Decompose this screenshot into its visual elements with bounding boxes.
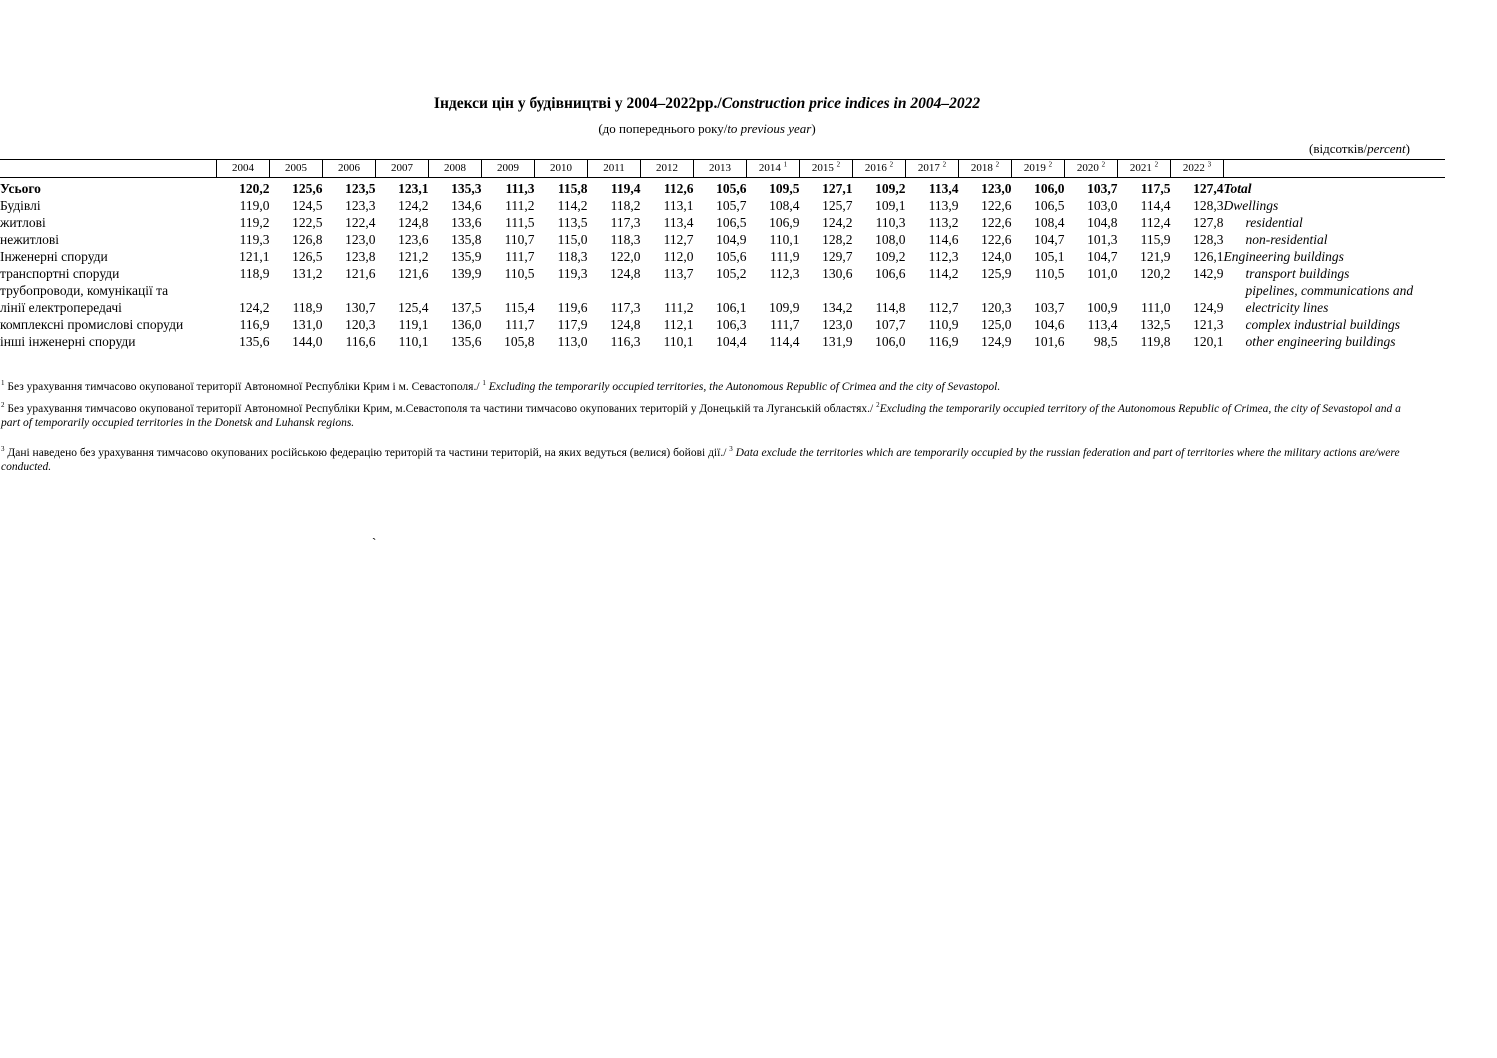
row-label-en: complex industrial buildings (1245, 317, 1400, 332)
value-cell: 112,4 (1140, 215, 1171, 230)
value-cell: 110,1 (769, 232, 800, 247)
value-cell: 129,7 (822, 249, 853, 264)
value-cell: 119,0 (239, 198, 270, 213)
year-header (270, 160, 323, 178)
value-cell: 121,6 (345, 266, 376, 281)
footnote-text-ua: Без урахування тимчасово окупованої території Автономної Республіки Крим і м. Севастополя./ (4, 381, 483, 393)
value-cell: 110,1 (663, 334, 694, 349)
value-cell: 98,5 (1093, 334, 1118, 349)
year-header (1012, 160, 1065, 178)
year-label: 2007 (391, 162, 413, 174)
year-label: 2014 (758, 162, 781, 174)
row-label-en: Dwellings (1223, 198, 1279, 213)
year-header (641, 160, 694, 178)
value-cell: 123,0 (981, 181, 1012, 196)
year-header (217, 160, 270, 178)
value-cell: 113,4 (663, 215, 694, 230)
year-label: 2021 (1129, 162, 1152, 174)
value-cell: 124,9 (1193, 300, 1224, 315)
value-cell: 111,5 (505, 215, 535, 230)
value-cell: 124,2 (398, 198, 429, 213)
value-cell: 111,7 (505, 317, 535, 332)
year-header (959, 160, 1012, 178)
value-cell: 112,3 (928, 249, 959, 264)
table-row (0, 178, 1445, 198)
value-cell: 123,1 (398, 181, 429, 196)
row-label: житлові (0, 215, 46, 230)
value-cell: 112,3 (769, 266, 800, 281)
row-label-line: трубопроводи, комунікації та (0, 283, 169, 298)
value-cell: 106,6 (875, 266, 906, 281)
value-cell: 135,8 (451, 232, 482, 247)
footnote-text-ua: Без урахування тимчасово окупованої території Автономної Республіки Крим, м.Севастополя та частини тимчасово окупованих територій у Донецькій та Луганській областях./ (4, 403, 877, 415)
value-cell: 119,1 (398, 317, 429, 332)
year-header (323, 160, 376, 178)
value-cell: 120,2 (239, 181, 270, 196)
value-cell: 106,5 (716, 215, 747, 230)
row-label: нежитлові (0, 232, 59, 247)
value-cell: 118,2 (610, 198, 641, 213)
value-cell: 121,6 (398, 266, 429, 281)
value-cell: 123,0 (345, 232, 376, 247)
value-cell: 118,3 (610, 232, 641, 247)
value-cell: 118,9 (292, 300, 323, 315)
value-cell: 127,8 (1193, 215, 1224, 230)
value-cell: 106,0 (875, 334, 906, 349)
value-cell: 134,6 (451, 198, 482, 213)
value-cell: 125,0 (981, 317, 1012, 332)
row-label-en: non-residential (1245, 232, 1328, 247)
row-label: комплексні промислові споруди (0, 317, 184, 332)
value-cell: 110,3 (875, 215, 906, 230)
value-cell: 122,6 (981, 215, 1012, 230)
value-cell: 124,8 (610, 266, 641, 281)
row-label-en: transport buildings (1245, 266, 1350, 281)
year-label: 2017 (917, 162, 940, 174)
value-cell: 114,8 (875, 300, 906, 315)
value-cell: 101,6 (1034, 334, 1065, 349)
footnote-marker: 2 (1101, 160, 1106, 169)
value-cell: 112,1 (663, 317, 694, 332)
value-cell: 121,3 (1193, 317, 1224, 332)
value-cell: 101,0 (1087, 266, 1118, 281)
value-cell: 124,0 (981, 249, 1012, 264)
footnote (1, 402, 1401, 430)
value-cell: 119,8 (1140, 334, 1171, 349)
value-cell: 113,5 (557, 215, 588, 230)
footnote-marker: 2 (995, 160, 1000, 169)
value-cell: 117,3 (610, 215, 641, 230)
value-cell: 122,4 (345, 215, 376, 230)
value-cell: 105,1 (1034, 249, 1065, 264)
footnote-marker: 2 (1154, 160, 1159, 169)
value-cell: 112,0 (663, 249, 694, 264)
value-cell: 118,9 (239, 266, 270, 281)
value-cell: 119,2 (239, 215, 270, 230)
year-label: 2005 (285, 162, 307, 174)
footnote-marker: 2 (942, 160, 947, 169)
value-cell: 135,3 (451, 181, 482, 196)
year-label: 2018 (970, 162, 993, 174)
value-cell: 101,3 (1087, 232, 1118, 247)
year-label: 2011 (603, 162, 625, 174)
year-label: 2008 (444, 162, 466, 174)
value-cell: 111,7 (505, 249, 535, 264)
value-cell: 113,2 (928, 215, 959, 230)
footnote (1, 380, 1401, 394)
value-cell: 122,5 (292, 215, 323, 230)
value-cell: 128,3 (1193, 232, 1224, 247)
footnote-number-en: 2 (876, 401, 880, 410)
value-cell: 131,2 (292, 266, 323, 281)
footnote-marker: 2 (836, 160, 841, 169)
value-cell: 121,9 (1140, 249, 1171, 264)
value-cell: 109,2 (875, 249, 906, 264)
value-cell: 104,7 (1034, 232, 1065, 247)
value-cell: 113,1 (663, 198, 694, 213)
value-cell: 106,1 (716, 300, 747, 315)
year-header (1118, 160, 1171, 178)
value-cell: 106,0 (1034, 181, 1065, 196)
value-cell: 112,6 (663, 181, 694, 196)
value-cell: 111,0 (1141, 300, 1171, 315)
value-cell: 117,9 (557, 317, 588, 332)
value-cell: 110,5 (504, 266, 535, 281)
value-cell: 107,7 (875, 317, 906, 332)
value-cell: 125,4 (398, 300, 429, 315)
value-cell: 144,0 (292, 334, 323, 349)
value-cell: 121,2 (398, 249, 429, 264)
value-cell: 111,2 (664, 300, 694, 315)
value-cell: 115,4 (504, 300, 535, 315)
row-label-en (1224, 282, 1445, 316)
value-cell: 116,9 (239, 317, 270, 332)
value-cell: 110,7 (504, 232, 535, 247)
value-cell: 125,9 (981, 266, 1012, 281)
value-cell: 115,8 (557, 181, 588, 196)
year-header (747, 160, 800, 178)
value-cell: 113,7 (663, 266, 694, 281)
value-cell: 133,6 (451, 215, 482, 230)
row-label: Усього (0, 181, 41, 196)
year-label: 2010 (550, 162, 572, 174)
value-cell: 127,4 (1193, 181, 1224, 196)
value-cell: 131,9 (822, 334, 853, 349)
value-cell: 105,8 (504, 334, 535, 349)
row-label-en-line: electricity lines (1245, 300, 1329, 315)
unit-label: (відсотків/percent) (1309, 141, 1410, 156)
value-cell: 108,0 (875, 232, 906, 247)
year-label: 2019 (1023, 162, 1046, 174)
value-cell: 104,6 (1034, 317, 1065, 332)
value-cell: 110,1 (398, 334, 429, 349)
value-cell: 139,9 (451, 266, 482, 281)
table-row (0, 248, 1445, 265)
value-cell: 114,4 (1140, 198, 1171, 213)
table-row (0, 231, 1445, 248)
value-cell: 116,9 (928, 334, 959, 349)
value-cell: 122,6 (981, 232, 1012, 247)
page-title: Індекси цін у будівництві у 2004–2022рр./Construction price indices in 2004–2022 (433, 95, 981, 112)
table-row (0, 316, 1445, 333)
value-cell: 113,9 (928, 198, 959, 213)
value-cell: 124,8 (398, 215, 429, 230)
year-label: 2022 (1182, 162, 1205, 174)
value-cell: 128,3 (1193, 198, 1224, 213)
footnote (1, 446, 1401, 474)
value-cell: 127,1 (822, 181, 853, 196)
value-cell: 122,0 (610, 249, 641, 264)
value-cell: 104,9 (716, 232, 747, 247)
value-cell: 120,2 (1140, 266, 1171, 281)
value-cell: 135,9 (451, 249, 482, 264)
value-cell: 109,2 (875, 181, 906, 196)
value-cell: 136,0 (451, 317, 482, 332)
value-cell: 106,9 (769, 215, 800, 230)
year-header (906, 160, 959, 178)
value-cell: 111,3 (505, 181, 535, 196)
value-cell: 117,3 (610, 300, 641, 315)
value-cell: 104,8 (1087, 215, 1118, 230)
value-cell: 132,5 (1140, 317, 1171, 332)
value-cell: 110,5 (1034, 266, 1065, 281)
year-header (853, 160, 906, 178)
table-row (0, 214, 1445, 231)
year-label: 2012 (656, 162, 678, 174)
header-label-cell (0, 160, 217, 178)
value-cell: 105,2 (716, 266, 747, 281)
table-row (0, 265, 1445, 282)
value-cell: 117,5 (1140, 181, 1171, 196)
table-row (0, 197, 1445, 214)
value-cell: 130,7 (345, 300, 376, 315)
value-cell: 111,9 (770, 249, 800, 264)
footnote-number: 2 (1, 401, 5, 410)
year-header (1065, 160, 1118, 178)
value-cell: 109,1 (875, 198, 906, 213)
price-index-table (0, 159, 1445, 350)
footnote-marker: 3 (1207, 160, 1212, 169)
value-cell: 120,3 (981, 300, 1012, 315)
value-cell: 131,0 (292, 317, 323, 332)
year-header (588, 160, 641, 178)
row-label: Інженерні споруди (0, 249, 108, 264)
page-subtitle: (до попереднього року/to previous year) (598, 121, 816, 136)
value-cell: 103,0 (1087, 198, 1118, 213)
value-cell: 123,3 (345, 198, 376, 213)
value-cell: 119,3 (557, 266, 588, 281)
year-label: 2006 (338, 162, 360, 174)
value-cell: 126,1 (1193, 249, 1224, 264)
value-cell: 122,6 (981, 198, 1012, 213)
row-label-en: Engineering buildings (1223, 249, 1344, 264)
value-cell: 105,6 (716, 249, 747, 264)
value-cell: 130,6 (822, 266, 853, 281)
footnote-number-en: 3 (729, 445, 733, 454)
value-cell: 124,2 (822, 215, 853, 230)
value-cell: 123,0 (822, 317, 853, 332)
value-cell: 126,5 (292, 249, 323, 264)
year-label: 2015 (811, 162, 834, 174)
value-cell: 112,7 (663, 232, 694, 247)
value-cell: 115,9 (1140, 232, 1171, 247)
value-cell: 104,4 (716, 334, 747, 349)
footnote-number-en: 1 (482, 379, 486, 388)
year-header (429, 160, 482, 178)
value-cell: 128,2 (822, 232, 853, 247)
value-cell: 124,2 (239, 300, 270, 315)
value-cell: 108,4 (1034, 215, 1065, 230)
table-row (0, 333, 1445, 350)
year-header (800, 160, 853, 178)
year-header (694, 160, 747, 178)
footnote-marker: 2 (889, 160, 894, 169)
value-cell: 115,0 (557, 232, 588, 247)
value-cell: 124,9 (981, 334, 1012, 349)
value-cell: 123,6 (398, 232, 429, 247)
value-cell: 103,7 (1034, 300, 1065, 315)
value-cell: 113,4 (928, 181, 959, 196)
row-label-en: other engineering buildings (1245, 334, 1396, 349)
year-label: 2016 (864, 162, 887, 174)
value-cell: 113,0 (557, 334, 588, 349)
value-cell: 119,6 (557, 300, 588, 315)
footnote-marker: 2 (1048, 160, 1053, 169)
year-label: 2004 (232, 162, 254, 174)
value-cell: 116,3 (610, 334, 641, 349)
value-cell: 106,5 (1034, 198, 1065, 213)
value-cell: 114,2 (557, 198, 588, 213)
value-cell: 125,6 (292, 181, 323, 196)
footnote-text-en: Excluding the temporarily occupied territories, the Autonomous Republic of Crimea and the city of Sevastopol. (485, 381, 1001, 393)
footnote-number: 3 (1, 445, 5, 454)
value-cell: 108,4 (769, 198, 800, 213)
year-header (1171, 160, 1224, 178)
footnote-number: 1 (1, 379, 5, 388)
row-label-line: лінії електропередачі (0, 300, 122, 315)
footnote-text-en: Excluding the temporarily occupied territory of the Autonomous Republic of Crimea, the city of Sevastopol and a part of temporarily occupied territories in the Donetsk and Luhansk regions. (1, 403, 1401, 429)
value-cell: 109,5 (769, 181, 800, 196)
row-label-en: residential (1245, 215, 1303, 230)
value-cell: 114,6 (928, 232, 959, 247)
value-cell: 109,9 (769, 300, 800, 315)
footnote-marker: 1 (783, 160, 788, 169)
value-cell: 119,3 (239, 232, 270, 247)
row-label: інші інженерні споруди (0, 334, 136, 349)
year-header (376, 160, 429, 178)
value-cell: 124,5 (292, 198, 323, 213)
value-cell: 111,7 (770, 317, 800, 332)
value-cell: 137,5 (451, 300, 482, 315)
value-cell: 103,7 (1087, 181, 1118, 196)
year-header (482, 160, 535, 178)
value-cell: 105,7 (716, 198, 747, 213)
header-row (0, 160, 1445, 178)
value-cell: 134,2 (822, 300, 853, 315)
footnote-text-en: Data exclude the territories which are temporarily occupied by the russian federation and part of territories where the military actions are/were conducted. (1, 447, 1400, 473)
value-cell: 113,4 (1087, 317, 1118, 332)
value-cell: 120,1 (1193, 334, 1224, 349)
value-cell: 112,7 (928, 300, 959, 315)
value-cell: 124,8 (610, 317, 641, 332)
value-cell: 120,3 (345, 317, 376, 332)
table-row (0, 282, 1445, 316)
year-header (535, 160, 588, 178)
value-cell: 114,4 (769, 334, 800, 349)
row-label: Будівлі (0, 198, 41, 213)
stray-mark: ` (372, 535, 377, 550)
value-cell: 114,2 (928, 266, 959, 281)
value-cell: 142,9 (1193, 266, 1224, 281)
value-cell: 105,6 (716, 181, 747, 196)
value-cell: 126,8 (292, 232, 323, 247)
value-cell: 106,3 (716, 317, 747, 332)
value-cell: 135,6 (239, 334, 270, 349)
value-cell: 121,1 (239, 249, 270, 264)
footnote-text-ua: Дані наведено без урахування тимчасово окупованих російською федерацію територій та частини територій, на яких ведуться (велися) бойові дії./ (4, 447, 730, 459)
value-cell: 119,4 (610, 181, 641, 196)
value-cell: 100,9 (1087, 300, 1118, 315)
value-cell: 125,7 (822, 198, 853, 213)
year-label: 2013 (709, 162, 731, 174)
year-label: 2020 (1076, 162, 1099, 174)
row-label-en-line: pipelines, communications and (1245, 283, 1414, 298)
header-label-cell-en (1224, 160, 1445, 178)
value-cell: 116,6 (345, 334, 376, 349)
value-cell: 123,8 (345, 249, 376, 264)
value-cell: 111,2 (505, 198, 535, 213)
value-cell: 123,5 (345, 181, 376, 196)
value-cell: 118,3 (557, 249, 588, 264)
value-cell: 110,9 (928, 317, 959, 332)
year-label: 2009 (497, 162, 519, 174)
row-label-en: Total (1223, 181, 1252, 196)
value-cell: 135,6 (451, 334, 482, 349)
value-cell: 104,7 (1087, 249, 1118, 264)
row-label (0, 282, 217, 316)
row-label: транспортні споруди (0, 266, 120, 281)
